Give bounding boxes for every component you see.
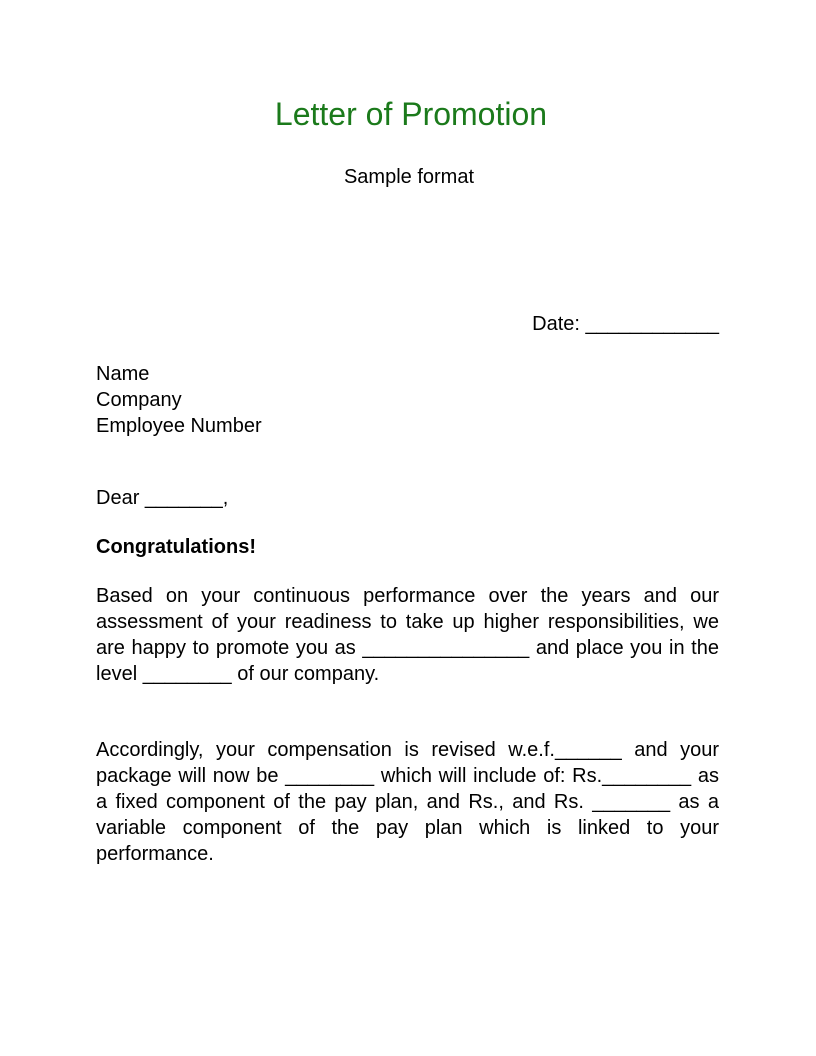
compensation-paragraph: Accordingly, your compensation is revised w.e.f.______ and your package will now be ________ which will include of: Rs.________ as a fixed component of the pay plan, and Rs., and Rs. _______ as a variable component of the pay plan which is linked to your performance. [96,739,719,865]
recipient-employee-number: Employee Number [96,415,262,437]
recipient-address [96,361,719,439]
salutation: Dear _______, [96,487,229,509]
promotion-paragraph: Based on your continuous performance over the years and our assessment of your readiness to take up higher responsibilities, we are happy to promote you as _______________ and place you in the level ________ of our company. [96,585,719,685]
congratulations-heading: Congratulations! [96,536,256,558]
document-title: Letter of Promotion [274,96,548,132]
date-field: Date: ____________ [532,313,719,335]
document-subtitle: Sample format [343,166,475,188]
recipient-name: Name [96,363,150,385]
recipient-company: Company [96,389,182,411]
